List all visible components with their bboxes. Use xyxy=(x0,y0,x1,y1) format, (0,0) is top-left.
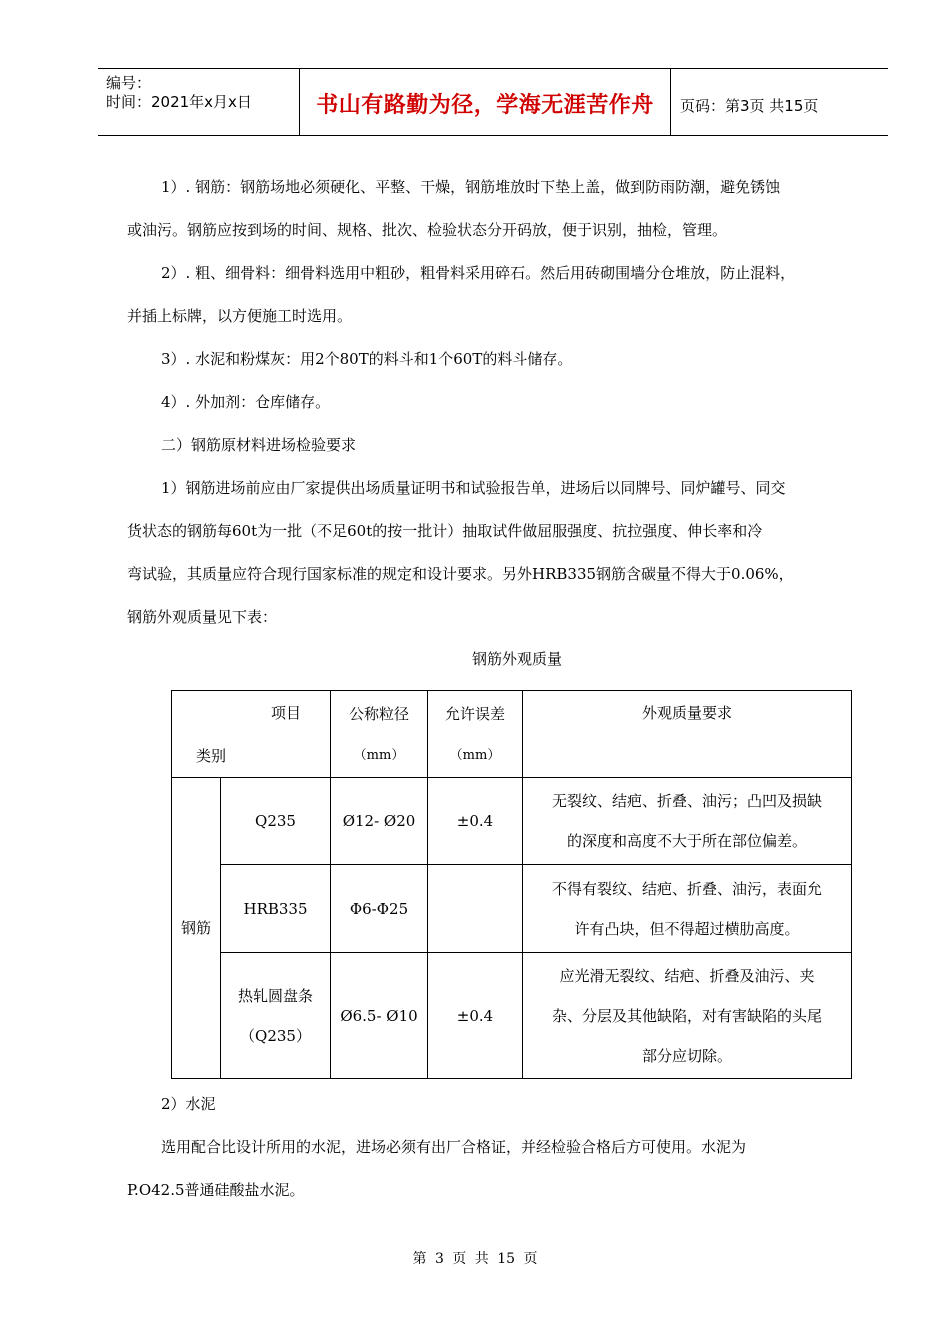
header-top-rule xyxy=(98,68,888,69)
rebar-tolerance: ±0.4 xyxy=(428,953,523,1079)
rebar-requirement: 应光滑无裂纹、结疤、折叠及油污、夹 杂、分层及其他缺陷，对有害缺陷的头尾 部分应切除。 xyxy=(523,953,852,1079)
rebar-type: Q235 xyxy=(221,778,331,865)
doc-number-label: 编号： xyxy=(106,74,152,92)
table-header-row xyxy=(172,691,852,778)
rebar-tolerance xyxy=(428,865,523,953)
rebar-quality-table xyxy=(171,690,852,1079)
paragraph-line: P.O42.5普通硅酸盐水泥。 xyxy=(127,1181,305,1199)
paragraph-line: 或油污。钢筋应按到场的时间、规格、批次、检验状态分开码放，便于识别，抽检，管理。 xyxy=(127,221,728,239)
paragraph-line: 1）钢筋进场前应由厂家提供出场质量证明书和试验报告单，进场后以同牌号、同炉罐号、同交 xyxy=(161,479,786,497)
header-motto: 书山有路勤为径，学海无涯苦作舟 xyxy=(316,93,654,118)
rebar-type: 热轧圆盘条 （Q235） xyxy=(221,953,331,1079)
header-category-label: 类别 xyxy=(196,747,227,765)
rebar-diameter: Ø12- Ø20 xyxy=(331,778,428,865)
paragraph-line: 弯试验，其质量应符合现行国家标准的规定和设计要求。另外HRB335钢筋含碳量不得大于0.06%， xyxy=(127,565,794,583)
table-row xyxy=(172,865,852,953)
table-title: 钢筋外观质量 xyxy=(471,650,562,668)
header-item-label: 项目 xyxy=(271,704,302,722)
paragraph-line: 并插上标牌，以方便施工时选用。 xyxy=(127,307,353,325)
paragraph-line: 钢筋外观质量见下表： xyxy=(127,608,278,626)
paragraph-line: 3）. 水泥和粉煤灰：用2个80T的料斗和1个60T的料斗储存。 xyxy=(161,350,573,368)
rebar-diameter: Ø6.5- Ø10 xyxy=(331,953,428,1079)
header-requirement: 外观质量要求 xyxy=(523,691,852,778)
table-row xyxy=(172,953,852,1079)
paragraph-line: 2）. 粗、细骨料：细骨料选用中粗砂，粗骨料采用碎石。然后用砖砌围墙分仓堆放，防止混料， xyxy=(161,264,796,282)
doc-time-label: 时间：2021年x月x日 xyxy=(106,93,252,111)
table-row xyxy=(172,778,852,865)
header-tolerance: 允许误差 （mm） xyxy=(428,691,523,778)
header-diameter: 公称粒径 （mm） xyxy=(331,691,428,778)
group-label: 钢筋 xyxy=(172,778,221,1079)
paragraph-line: 1）. 钢筋：钢筋场地必须硬化、平整、干燥，钢筋堆放时下垫上盖，做到防雨防潮，避免锈蚀 xyxy=(161,178,781,196)
header-bottom-rule xyxy=(98,135,888,136)
paragraph-line: 选用配合比设计所用的水泥，进场必须有出厂合格证，并经检验合格后方可使用。水泥为 xyxy=(161,1138,747,1156)
rebar-diameter: Φ6-Φ25 xyxy=(331,865,428,953)
paragraph-line: 货状态的钢筋每60t为一批（不足60t的按一批计）抽取试件做屈服强度、抗拉强度、伸长率和冷 xyxy=(127,522,763,540)
section-heading: 二）钢筋原材料进场检验要求 xyxy=(161,436,357,454)
rebar-requirement: 无裂纹、结疤、折叠、油污；凸凹及损缺 的深度和高度不大于所在部位偏差。 xyxy=(523,778,852,865)
paragraph-line: 4）. 外加剂：仓库储存。 xyxy=(161,393,331,411)
rebar-requirement: 不得有裂纹、结疤、折叠、油污，表面允 许有凸块，但不得超过横肋高度。 xyxy=(523,865,852,953)
rebar-tolerance: ±0.4 xyxy=(428,778,523,865)
header-page-info: 页码：第3页 共15页 xyxy=(680,97,819,115)
rebar-type: HRB335 xyxy=(221,865,331,953)
header-item-category xyxy=(172,691,331,778)
paragraph-line: 2）水泥 xyxy=(161,1095,216,1113)
page-footer: 第 3 页 共 15 页 xyxy=(412,1251,538,1267)
header-divider xyxy=(670,68,671,136)
